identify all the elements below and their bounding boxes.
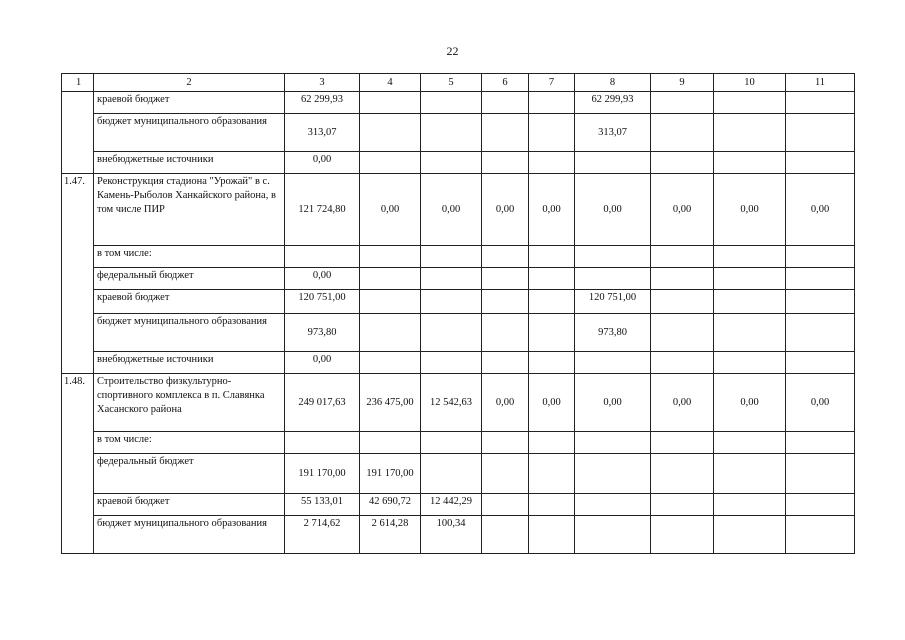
- header-row: [62, 74, 855, 92]
- value-cell: [714, 290, 786, 314]
- value-cell: 62 299,93: [575, 92, 651, 114]
- value-cell: [529, 432, 575, 454]
- value-cell: [714, 314, 786, 352]
- value-cell: [482, 114, 529, 152]
- value-cell: [651, 352, 714, 374]
- value-cell: [786, 454, 855, 494]
- value-cell: [529, 114, 575, 152]
- table-row: [62, 114, 855, 152]
- value-cell: 55 133,01: [285, 494, 360, 516]
- value-cell: [360, 246, 421, 268]
- value-cell: 120 751,00: [575, 290, 651, 314]
- item-name-cell: краевой бюджет: [94, 494, 285, 516]
- header-cell: 5: [421, 74, 482, 92]
- value-cell: 0,00: [714, 374, 786, 432]
- value-cell: 2 714,62: [285, 516, 360, 554]
- value-cell: [651, 516, 714, 554]
- value-cell: [575, 152, 651, 174]
- value-cell: [575, 352, 651, 374]
- value-cell: [482, 432, 529, 454]
- value-cell: [575, 246, 651, 268]
- value-cell: 0,00: [529, 374, 575, 432]
- value-cell: [421, 290, 482, 314]
- value-cell: 62 299,93: [285, 92, 360, 114]
- value-cell: [421, 114, 482, 152]
- item-name-cell: бюджет муниципального образования: [94, 114, 285, 152]
- value-cell: [714, 454, 786, 494]
- value-cell: 0,00: [285, 352, 360, 374]
- value-cell: [529, 454, 575, 494]
- header-cell: 11: [786, 74, 855, 92]
- value-cell: [529, 314, 575, 352]
- value-cell: 0,00: [714, 174, 786, 246]
- item-name-cell: в том числе:: [94, 432, 285, 454]
- value-cell: [714, 92, 786, 114]
- value-cell: 0,00: [285, 152, 360, 174]
- value-cell: 0,00: [482, 374, 529, 432]
- value-cell: [360, 314, 421, 352]
- header-cell: 4: [360, 74, 421, 92]
- value-cell: [360, 432, 421, 454]
- item-name-cell: федеральный бюджет: [94, 454, 285, 494]
- value-cell: 0,00: [786, 374, 855, 432]
- value-cell: 973,80: [285, 314, 360, 352]
- value-cell: 973,80: [575, 314, 651, 352]
- index-cell: 1.47.: [62, 174, 94, 374]
- table-row: [62, 268, 855, 290]
- table-row: [62, 246, 855, 268]
- value-cell: [360, 114, 421, 152]
- value-cell: [360, 268, 421, 290]
- table-row: [62, 352, 855, 374]
- value-cell: 249 017,63: [285, 374, 360, 432]
- value-cell: [575, 432, 651, 454]
- value-cell: [529, 494, 575, 516]
- table-row: [62, 454, 855, 494]
- value-cell: 191 170,00: [360, 454, 421, 494]
- value-cell: [285, 432, 360, 454]
- header-cell: 1: [62, 74, 94, 92]
- value-cell: 0,00: [651, 174, 714, 246]
- table-row: [62, 152, 855, 174]
- value-cell: [786, 246, 855, 268]
- item-name-cell: Реконструкция стадиона "Урожай" в с. Камень-Рыболов Ханкайского района, в том числе ПИР: [94, 174, 285, 246]
- value-cell: [786, 152, 855, 174]
- table-row: [62, 174, 855, 246]
- header-cell: 7: [529, 74, 575, 92]
- value-cell: [421, 432, 482, 454]
- value-cell: [575, 494, 651, 516]
- index-cell: [62, 92, 94, 174]
- value-cell: 0,00: [360, 174, 421, 246]
- value-cell: [786, 516, 855, 554]
- value-cell: 191 170,00: [285, 454, 360, 494]
- header-cell: 3: [285, 74, 360, 92]
- table-row: [62, 516, 855, 554]
- item-name-cell: федеральный бюджет: [94, 268, 285, 290]
- value-cell: [482, 314, 529, 352]
- value-cell: [482, 454, 529, 494]
- value-cell: [714, 152, 786, 174]
- item-name-cell: бюджет муниципального образования: [94, 516, 285, 554]
- value-cell: [529, 246, 575, 268]
- value-cell: 0,00: [786, 174, 855, 246]
- value-cell: [786, 352, 855, 374]
- value-cell: [575, 454, 651, 494]
- value-cell: 0,00: [482, 174, 529, 246]
- value-cell: 12 542,63: [421, 374, 482, 432]
- value-cell: [714, 516, 786, 554]
- value-cell: 2 614,28: [360, 516, 421, 554]
- value-cell: [714, 114, 786, 152]
- value-cell: [421, 268, 482, 290]
- value-cell: [714, 268, 786, 290]
- value-cell: 100,34: [421, 516, 482, 554]
- value-cell: [786, 314, 855, 352]
- page-number: 22: [446, 44, 459, 58]
- value-cell: [786, 290, 855, 314]
- item-name-cell: внебюджетные источники: [94, 352, 285, 374]
- item-name-cell: краевой бюджет: [94, 290, 285, 314]
- value-cell: 313,07: [285, 114, 360, 152]
- value-cell: [421, 246, 482, 268]
- item-name-cell: в том числе:: [94, 246, 285, 268]
- value-cell: [786, 92, 855, 114]
- value-cell: [482, 494, 529, 516]
- value-cell: [285, 246, 360, 268]
- value-cell: 313,07: [575, 114, 651, 152]
- value-cell: [714, 432, 786, 454]
- value-cell: 0,00: [285, 268, 360, 290]
- value-cell: [482, 152, 529, 174]
- value-cell: [421, 92, 482, 114]
- value-cell: [786, 432, 855, 454]
- value-cell: [651, 290, 714, 314]
- header-cell: 8: [575, 74, 651, 92]
- value-cell: [651, 454, 714, 494]
- table-row: [62, 432, 855, 454]
- value-cell: [529, 290, 575, 314]
- value-cell: 0,00: [575, 174, 651, 246]
- value-cell: [421, 314, 482, 352]
- item-name-cell: Строительство физкультурно-спортивного комплекса в п. Славянка Хасанского района: [94, 374, 285, 432]
- value-cell: [360, 152, 421, 174]
- value-cell: [651, 268, 714, 290]
- value-cell: [575, 268, 651, 290]
- value-cell: 121 724,80: [285, 174, 360, 246]
- value-cell: [421, 152, 482, 174]
- value-cell: 12 442,29: [421, 494, 482, 516]
- value-cell: [482, 516, 529, 554]
- value-cell: [651, 114, 714, 152]
- value-cell: 236 475,00: [360, 374, 421, 432]
- header-cell: 9: [651, 74, 714, 92]
- value-cell: [529, 268, 575, 290]
- table-row: [62, 290, 855, 314]
- value-cell: 42 690,72: [360, 494, 421, 516]
- value-cell: [714, 494, 786, 516]
- value-cell: [421, 352, 482, 374]
- table-row: [62, 314, 855, 352]
- value-cell: [529, 352, 575, 374]
- value-cell: [714, 352, 786, 374]
- index-cell: 1.48.: [62, 374, 94, 554]
- table-row: [62, 374, 855, 432]
- item-name-cell: бюджет муниципального образования: [94, 314, 285, 352]
- table-row: [62, 92, 855, 114]
- value-cell: [651, 494, 714, 516]
- value-cell: [360, 92, 421, 114]
- table-row: [62, 494, 855, 516]
- value-cell: [482, 290, 529, 314]
- value-cell: [786, 268, 855, 290]
- value-cell: [529, 516, 575, 554]
- value-cell: [421, 454, 482, 494]
- value-cell: [651, 246, 714, 268]
- value-cell: [529, 152, 575, 174]
- value-cell: 0,00: [421, 174, 482, 246]
- value-cell: [529, 92, 575, 114]
- value-cell: [360, 352, 421, 374]
- value-cell: [482, 246, 529, 268]
- value-cell: [360, 290, 421, 314]
- value-cell: [651, 432, 714, 454]
- value-cell: [651, 152, 714, 174]
- value-cell: 0,00: [529, 174, 575, 246]
- value-cell: [651, 314, 714, 352]
- value-cell: [482, 92, 529, 114]
- value-cell: [482, 268, 529, 290]
- value-cell: 120 751,00: [285, 290, 360, 314]
- budget-table: [61, 73, 855, 554]
- value-cell: [714, 246, 786, 268]
- value-cell: [482, 352, 529, 374]
- header-cell: 10: [714, 74, 786, 92]
- header-cell: 2: [94, 74, 285, 92]
- value-cell: 0,00: [575, 374, 651, 432]
- item-name-cell: краевой бюджет: [94, 92, 285, 114]
- value-cell: [786, 494, 855, 516]
- value-cell: [651, 92, 714, 114]
- item-name-cell: внебюджетные источники: [94, 152, 285, 174]
- value-cell: 0,00: [651, 374, 714, 432]
- value-cell: [575, 516, 651, 554]
- header-cell: 6: [482, 74, 529, 92]
- value-cell: [786, 114, 855, 152]
